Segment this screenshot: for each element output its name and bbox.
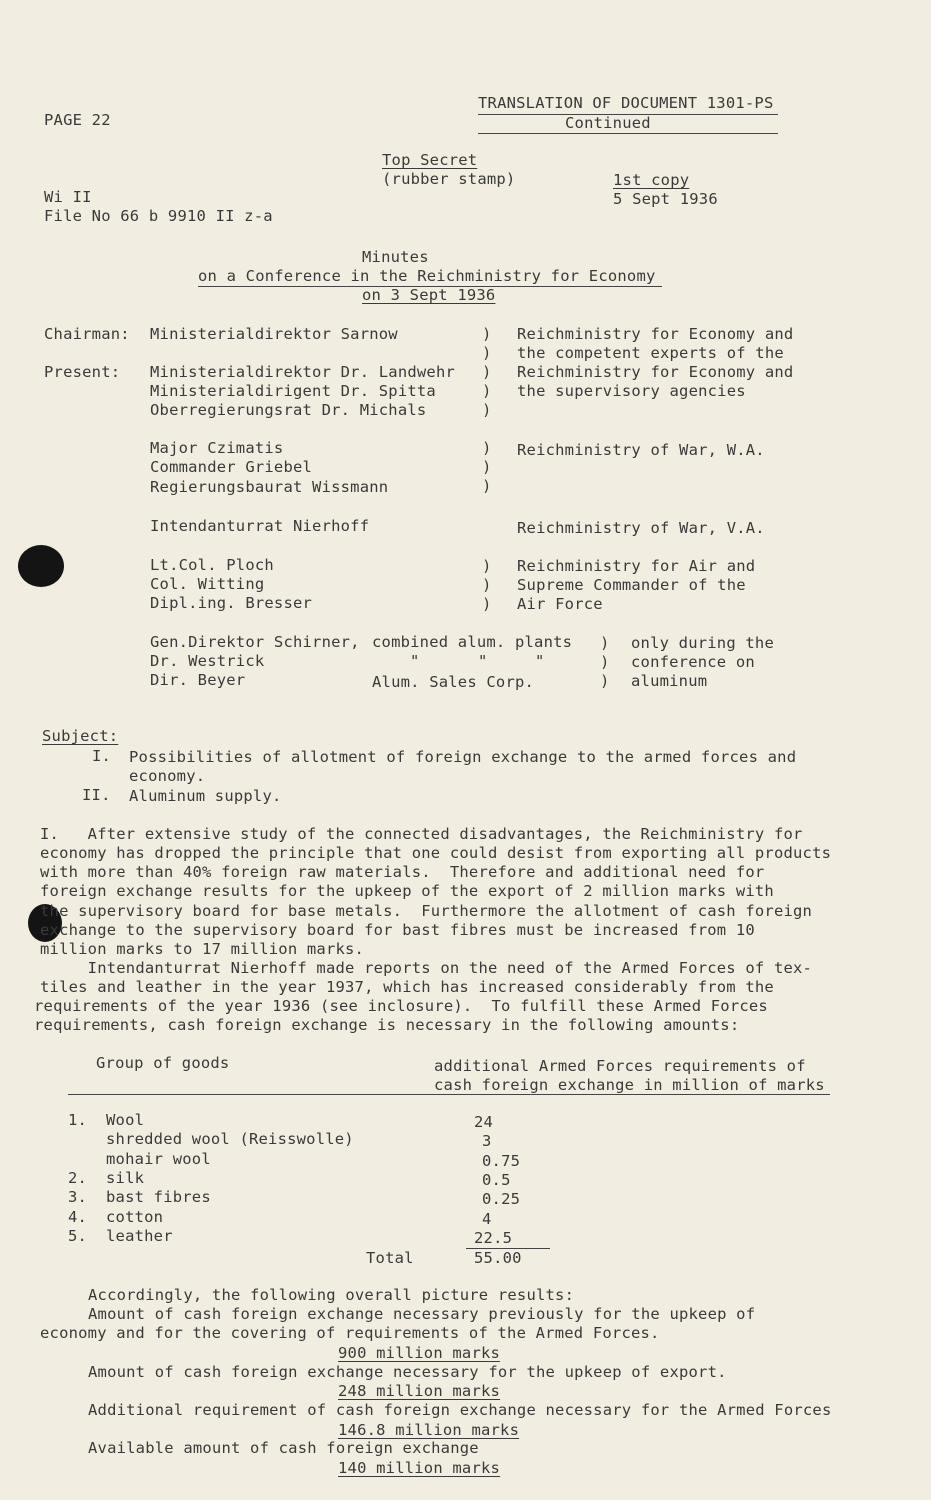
summary-amount: 146.8 million marks: [338, 1421, 520, 1439]
attendee: Lt.Col. Ploch: [150, 556, 274, 574]
top-secret-label: Top Secret: [382, 151, 478, 169]
row-number: 2.: [68, 1169, 88, 1187]
header-rule-bottom: [478, 133, 778, 134]
ditto-mark: ": [535, 652, 545, 670]
subject-item-line: Aluminum supply.: [129, 787, 282, 805]
goods-item: bast fibres: [106, 1188, 211, 1206]
attendee: Gen.Direktor Schirner,: [150, 633, 360, 651]
agency-air-line: Reichministry for Air and: [517, 557, 756, 575]
attendee: Oberregierungsrat Dr. Michals: [150, 401, 427, 419]
attendee: Intendanturrat Nierhoff: [150, 517, 370, 535]
title-minutes: Minutes: [362, 248, 429, 266]
aluminum-note-line: only during the: [631, 634, 774, 652]
body-line: I. After extensive study of the connected disadvantages, the Reichministry for: [40, 825, 803, 843]
aluminum-note-line: aluminum: [631, 672, 708, 690]
summary-line: Available amount of cash foreign exchange: [88, 1439, 479, 1457]
goods-item: silk: [106, 1169, 145, 1187]
ditto-mark: ": [478, 652, 488, 670]
attendee: Ministerialdirigent Dr. Spitta: [150, 382, 436, 400]
summary-line: Additional requirement of cash foreign exchange necessary for the Armed Forces: [88, 1401, 832, 1419]
goods-item: cotton: [106, 1208, 164, 1226]
table-header-rule: [68, 1094, 830, 1095]
subject-number: II.: [82, 786, 111, 804]
subject-number: I.: [92, 747, 112, 765]
table-header-goods: Group of goods: [96, 1054, 230, 1072]
bracket: ) ) ): [482, 439, 492, 495]
row-number: 3.: [68, 1188, 88, 1206]
chairman-name: Ministerialdirektor Sarnow: [150, 325, 398, 343]
summary-line: Amount of cash foreign exchange necessary for the upkeep of export.: [88, 1363, 727, 1381]
agency-economy-line: the competent experts of the: [517, 344, 784, 362]
requirement-value: 22.5: [474, 1229, 513, 1247]
agency-war-wa: Reichministry of War, W.A.: [517, 441, 765, 459]
summary-line: economy and for the covering of requirements of the Armed Forces.: [40, 1324, 660, 1342]
attendee-organization: combined alum. plants: [372, 633, 573, 651]
ditto-mark: ": [410, 652, 420, 670]
subject-label: Subject:: [42, 727, 119, 745]
aluminum-note-line: conference on: [631, 653, 755, 671]
file-number: File No 66 b 9910 II z-a: [44, 207, 273, 225]
table-header-requirements: additional Armed Forces requirements of: [434, 1057, 806, 1075]
requirement-value: 0.5: [482, 1171, 511, 1189]
attendee: Commander Griebel: [150, 458, 313, 476]
title-conference: on a Conference in the Reichministry for Economy: [198, 267, 656, 285]
requirement-value: 24: [474, 1113, 494, 1131]
subject-item-line: Possibilities of allotment of foreign exchange to the armed forces and: [129, 748, 797, 766]
body-line: million marks to 17 million marks.: [40, 940, 365, 958]
requirement-value: 4: [482, 1210, 492, 1228]
bracket: ) ) ): [600, 634, 610, 690]
ink-blot: [18, 545, 64, 587]
summary-amount: 248 million marks: [338, 1382, 501, 1400]
goods-item: mohair wool: [106, 1150, 211, 1168]
copy-number: 1st copy: [613, 171, 690, 189]
page-number: PAGE 22: [44, 111, 111, 129]
requirement-value: 0.25: [482, 1190, 521, 1208]
attendee: Ministerialdirektor Dr. Landwehr: [150, 363, 456, 381]
row-number: 5.: [68, 1227, 88, 1245]
body-line: tiles and leather in the year 1937, which has increased considerably from the: [40, 978, 774, 996]
translation-title: TRANSLATION OF DOCUMENT 1301-PS: [478, 94, 774, 112]
body-line: economy has dropped the principle that one could desist from exporting all products: [40, 844, 832, 862]
present-label: Present:: [44, 363, 121, 381]
body-line: foreign exchange results for the upkeep of the export of 2 million marks with: [40, 882, 774, 900]
bracket: ) ) ) ) ): [482, 325, 492, 419]
agency-air-line: Supreme Commander of the: [517, 576, 746, 594]
attendee: Dipl.ing. Bresser: [150, 594, 313, 612]
total-value: 55.00: [474, 1249, 522, 1267]
body-line: exchange to the supervisory board for bast fibres must be increased from 10: [40, 921, 755, 939]
attendee: Major Czimatis: [150, 439, 284, 457]
agency-economy-line: the supervisory agencies: [517, 382, 746, 400]
goods-item: leather: [106, 1227, 173, 1245]
body-line: the supervisory board for base metals. Furthermore the allotment of cash foreign: [40, 902, 813, 920]
summary-line: Amount of cash foreign exchange necessary previously for the upkeep of: [88, 1305, 756, 1323]
chairman-label: Chairman:: [44, 325, 130, 343]
requirement-value: 0.75: [482, 1152, 521, 1170]
agency-economy-line: Reichministry for Economy and: [517, 363, 794, 381]
office-code: Wi II: [44, 188, 92, 206]
agency-economy-line: Reichministry for Economy and: [517, 325, 794, 343]
subject-item-line: economy.: [129, 767, 206, 785]
goods-item: shredded wool (Reisswolle): [106, 1130, 354, 1148]
title-date: on 3 Sept 1936: [362, 286, 496, 304]
agency-war-va: Reichministry of War, V.A.: [517, 519, 765, 537]
requirement-value: 3: [482, 1132, 492, 1150]
body-line: Intendanturrat Nierhoff made reports on the need of the Armed Forces of tex-: [40, 959, 813, 977]
bracket: ) ) ): [482, 557, 492, 613]
attendee-organization: Alum. Sales Corp.: [372, 673, 535, 691]
agency-air-line: Air Force: [517, 595, 603, 613]
attendee: Regierungsbaurat Wissmann: [150, 478, 389, 496]
document-date: 5 Sept 1936: [613, 190, 718, 208]
attendee: Col. Witting: [150, 575, 265, 593]
goods-item: Wool: [106, 1111, 145, 1129]
summary-intro: Accordingly, the following overall picture results:: [88, 1286, 575, 1304]
row-number: 1.: [68, 1111, 88, 1129]
row-number: 4.: [68, 1208, 88, 1226]
attendee: Dr. Westrick: [150, 652, 265, 670]
summary-amount: 900 million marks: [338, 1344, 501, 1362]
rubber-stamp-note: (rubber stamp): [382, 170, 516, 188]
body-line: requirements, cash foreign exchange is necessary in the following amounts:: [34, 1016, 740, 1034]
attendee: Dir. Beyer: [150, 671, 246, 689]
body-line: with more than 40% foreign raw materials. Therefore and additional need for: [40, 863, 765, 881]
table-header-requirements: cash foreign exchange in million of marks: [434, 1076, 825, 1094]
total-label: Total: [366, 1249, 414, 1267]
summary-amount: 140 million marks: [338, 1459, 501, 1477]
continued-label: Continued: [565, 114, 651, 132]
body-line: requirements of the year 1936 (see inclosure). To fulfill these Armed Forces: [34, 997, 768, 1015]
